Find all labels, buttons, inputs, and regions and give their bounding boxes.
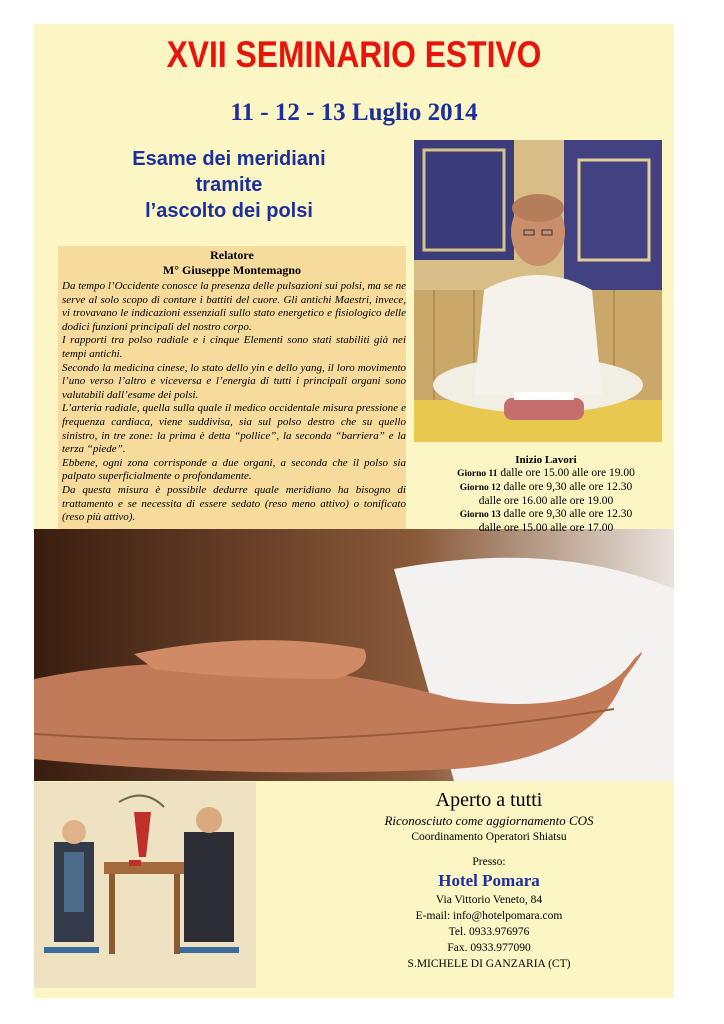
description-paragraph: Secondo la medicina cinese, lo stato dello yin e dello yang, il loro movimento l’uno verso l’altro e viceversa e l’energia di tutti i principali organi sono valutabili dall’esame dei polsi.	[62, 361, 406, 401]
schedule	[426, 454, 666, 535]
schedule-time: dalle ore 15.00 alle ore 17.00	[478, 522, 614, 534]
schedule-time: dalle ore 16.00 alle ore 19.00	[478, 495, 614, 507]
schedule-row	[426, 522, 666, 535]
speaker-photo	[414, 140, 662, 442]
presso-label: Presso:	[472, 856, 506, 868]
traditional-painting	[34, 782, 256, 988]
seminar-description	[62, 280, 406, 525]
pulse-reading-photo	[34, 529, 674, 781]
schedule-row	[426, 508, 666, 522]
description-paragraph: L’arteria radiale, quella sulla quale il medico occidentale misura pressione e frequenza cardiaca, viene suddivisa, sia sul polso destro che su quello sinistro, in tre zone: la prima è detta “pollice”, la seconda “barriera” e la terza “piede”.	[62, 402, 406, 456]
schedule-row	[426, 467, 666, 481]
schedule-day: Giorno 12	[459, 483, 501, 493]
description-paragraph: Da tempo l’Occidente conosce la presenza delle pulsazioni sui polsi, ma se ne serve al solo scopo di contare i battiti del cuore. Gli antichi Maestri, invece, vi trovavano le indicazioni essenziali sullo stato energetico e fisiologico delle dodici funzioni principali del nostro corpo.	[62, 280, 406, 333]
schedule-time: dalle ore 15.00 alle ore 19.00	[500, 467, 635, 479]
description-paragraph: Ebbene, ogni zona corrisponde a due organi, a seconda che il polso sia palpato superficialmente o profondamente.	[62, 456, 406, 483]
speaker-heading	[58, 248, 406, 278]
schedule-row	[426, 495, 666, 508]
schedule-day: Giorno 13	[459, 510, 501, 520]
subtitle-line: Esame dei meridiani	[132, 148, 326, 170]
schedule-row	[426, 481, 666, 495]
venue-info	[324, 788, 654, 972]
seminar-subtitle	[84, 146, 374, 224]
schedule-day: Giorno 11	[457, 469, 498, 479]
main-title: XVII SEMINARIO ESTIVO	[166, 34, 542, 75]
description-paragraph: Da questa misura è possibile dedurre quale meridiano ha bisogno di trattamento e se necessita di essere sedato (reso meno attivo) o tonificato (reso più attivo).	[62, 483, 406, 524]
hotel-phone: Tel. 0933.976976	[448, 926, 530, 938]
hotel-city: S.MICHELE DI GANZARIA (CT)	[407, 958, 571, 970]
hotel-email: E-mail: info@hotelpomara.com	[415, 910, 563, 922]
description-paragraph: I rapporti tra polso radiale e i cinque Elementi sono stati stabiliti già nei tempi antichi.	[62, 334, 406, 360]
schedule-heading: Inizio Lavori	[515, 454, 577, 466]
hotel-address: Via Vittorio Veneto, 84	[435, 894, 543, 906]
recognition-note: Riconosciuto come aggiornamento COS	[384, 813, 594, 828]
open-to-all: Aperto a tutti	[435, 789, 543, 811]
hotel-fax: Fax. 0933.977090	[447, 942, 531, 954]
schedule-time: dalle ore 9,30 alle ore 12.30	[503, 481, 633, 493]
speaker-name: M° Giuseppe Montemagno	[162, 263, 302, 277]
coordination-name: Coordinamento Operatori Shiatsu	[411, 831, 567, 843]
hotel-name: Hotel Pomara	[438, 871, 540, 890]
poster	[34, 24, 674, 998]
subtitle-line: l’ascolto dei polsi	[145, 200, 313, 222]
seminar-date: 11 - 12 - 13 Luglio 2014	[230, 99, 478, 126]
schedule-time: dalle ore 9,30 alle ore 12.30	[503, 508, 633, 520]
speaker-role: Relatore	[210, 248, 254, 262]
subtitle-line: tramite	[195, 174, 263, 196]
